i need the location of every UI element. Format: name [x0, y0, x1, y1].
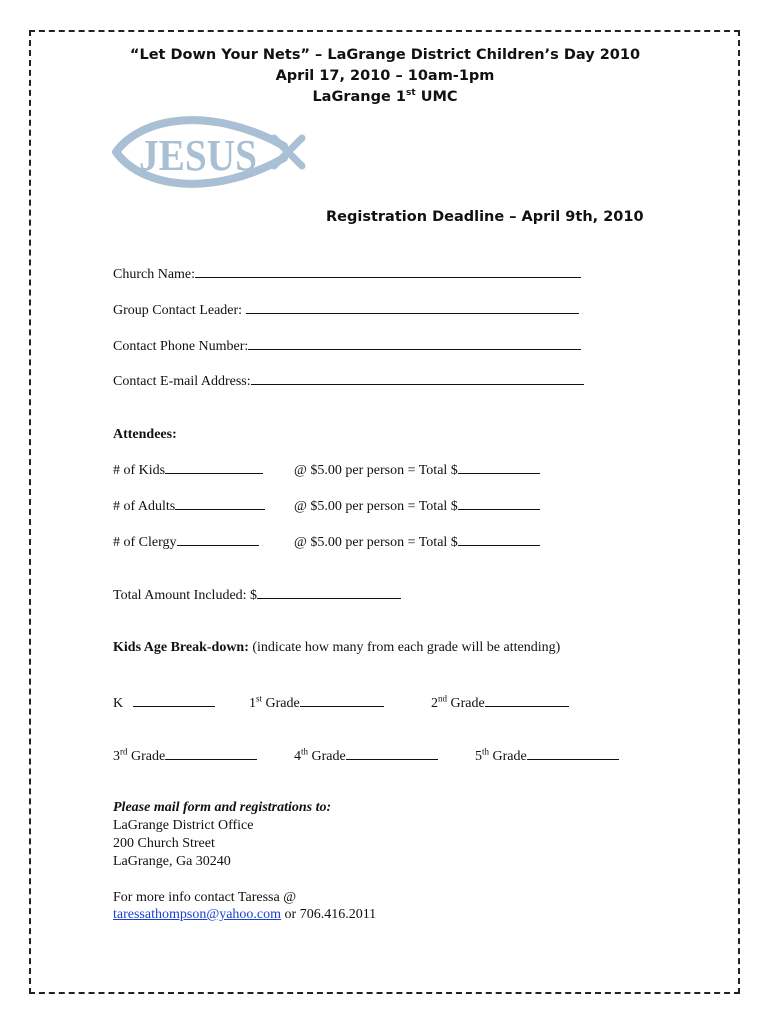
event-date-time: April 17, 2010 – 10am-1pm: [275, 68, 495, 84]
age-breakdown-heading: Kids Age Break-down: (indicate how many from each grade will be attending): [113, 640, 561, 655]
logo-text: JESUS: [139, 131, 257, 180]
info-contact-line: For more info contact Taressa @: [113, 890, 297, 905]
contact-email-field[interactable]: Contact E-mail Address:: [113, 372, 584, 390]
event-title: “Let Down Your Nets” – LaGrange District Children’s Day 2010: [129, 47, 641, 63]
clergy-total-field[interactable]: @ $5.00 per person = Total $: [294, 533, 540, 551]
grade-k-field[interactable]: K: [113, 694, 215, 712]
group-contact-leader-field[interactable]: Group Contact Leader:: [113, 301, 579, 319]
event-venue: LaGrange 1st UMC: [312, 88, 458, 105]
jesus-fish-logo: [112, 110, 308, 194]
church-name-field[interactable]: Church Name:: [113, 265, 581, 283]
total-amount-field[interactable]: Total Amount Included: $: [113, 586, 401, 604]
attendees-heading: Attendees:: [113, 427, 177, 442]
kids-count-field[interactable]: # of Kids: [113, 461, 263, 479]
adults-count-field[interactable]: # of Adults: [113, 497, 265, 515]
registration-deadline: Registration Deadline – April 9th, 2010: [326, 209, 644, 225]
grade-5-field[interactable]: 5th Grade: [475, 747, 619, 765]
adults-total-field[interactable]: @ $5.00 per person = Total $: [294, 497, 540, 515]
clergy-count-field[interactable]: # of Clergy: [113, 533, 259, 551]
grade-1-field[interactable]: 1st Grade: [249, 694, 384, 712]
grade-2-field[interactable]: 2nd Grade: [431, 694, 569, 712]
mail-heading: Please mail form and registrations to:: [113, 800, 332, 815]
contact-email-link[interactable]: taressathompson@yahoo.com: [113, 907, 282, 922]
grade-3-field[interactable]: 3rd Grade: [113, 747, 257, 765]
info-contact-details: taressathompson@yahoo.com or 706.416.2011: [113, 907, 377, 922]
kids-total-field[interactable]: @ $5.00 per person = Total $: [294, 461, 540, 479]
mail-address-line: 200 Church Street: [113, 836, 215, 851]
mail-address-line: LaGrange, Ga 30240: [113, 854, 231, 869]
mail-address-line: LaGrange District Office: [113, 818, 254, 833]
grade-4-field[interactable]: 4th Grade: [294, 747, 438, 765]
contact-phone-field[interactable]: Contact Phone Number:: [113, 337, 581, 355]
